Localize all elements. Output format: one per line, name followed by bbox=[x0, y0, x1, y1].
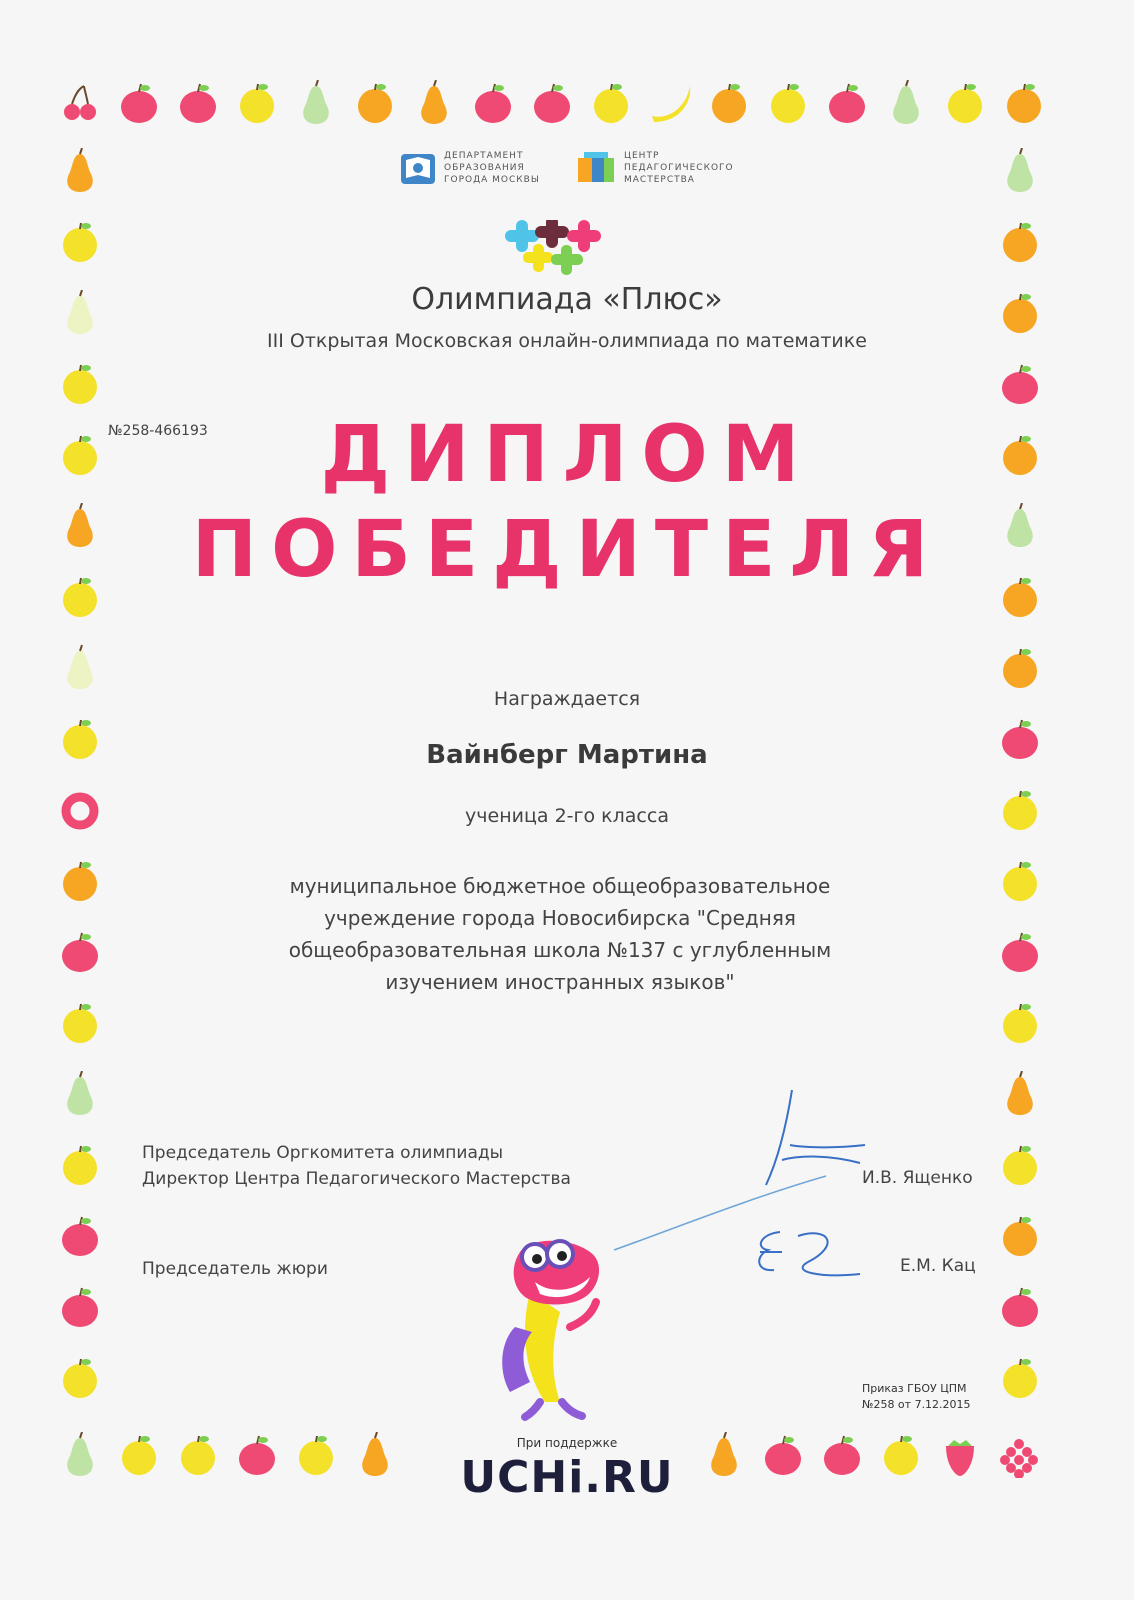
center-logo-line: ЦЕНТР bbox=[624, 151, 660, 161]
jury-signature bbox=[750, 1222, 880, 1292]
round-icon bbox=[58, 858, 102, 904]
apple-icon bbox=[58, 929, 102, 975]
pear-icon bbox=[58, 1071, 102, 1117]
plus-pink-icon bbox=[567, 220, 601, 252]
pear-icon bbox=[998, 1071, 1042, 1117]
uchi-ru-logo: UCHi.RU bbox=[460, 1452, 674, 1503]
olympiad-title: Олимпиада «Плюс» bbox=[411, 282, 723, 317]
apple-icon bbox=[998, 1284, 1042, 1330]
dept-emblem-icon bbox=[400, 150, 436, 186]
round-icon bbox=[58, 361, 102, 407]
pear-icon bbox=[412, 80, 456, 126]
round-icon bbox=[58, 1000, 102, 1046]
round-icon bbox=[998, 219, 1042, 265]
round-icon bbox=[58, 1142, 102, 1188]
partner-logos bbox=[0, 150, 1134, 186]
apple-icon bbox=[998, 361, 1042, 407]
dino-mascot bbox=[490, 1232, 620, 1422]
order-line: Приказ ГБОУ ЦПМ bbox=[862, 1382, 967, 1395]
order-line: №258 от 7.12.2015 bbox=[862, 1398, 971, 1411]
pear-icon bbox=[58, 645, 102, 691]
round-icon bbox=[766, 80, 810, 126]
school-line: учреждение города Новосибирска "Средняя bbox=[324, 906, 796, 930]
round-icon bbox=[1002, 80, 1046, 126]
dept-logo-line: ДЕПАРТАМЕНТ bbox=[444, 151, 524, 161]
chair-title-line: Председатель Оргкомитета олимпиады bbox=[142, 1143, 504, 1163]
round-icon bbox=[943, 80, 987, 126]
round-icon bbox=[589, 80, 633, 126]
chair-title-line: Директор Центра Педагогического Мастерства bbox=[142, 1169, 571, 1189]
round-icon bbox=[353, 80, 397, 126]
school-name bbox=[250, 870, 870, 998]
school-line: общеобразовательная школа №137 с углубленным bbox=[288, 938, 832, 962]
recipient-grade: ученица 2-го класса bbox=[465, 805, 669, 827]
apple-icon bbox=[58, 1213, 102, 1259]
jury-name: Е.М. Кац bbox=[900, 1256, 976, 1276]
apple-icon bbox=[530, 80, 574, 126]
banana-icon bbox=[648, 80, 692, 126]
round-icon bbox=[998, 1000, 1042, 1046]
order-reference bbox=[862, 1381, 971, 1413]
round-icon bbox=[235, 80, 279, 126]
round-icon bbox=[58, 1355, 102, 1401]
chair-name: И.В. Ященко bbox=[862, 1168, 973, 1188]
awarded-label: Награждается bbox=[493, 688, 641, 710]
round-icon bbox=[998, 1213, 1042, 1259]
round-icon bbox=[58, 219, 102, 265]
school-line: изучением иностранных языков" bbox=[385, 970, 735, 994]
dept-logo-line: ОБРАЗОВАНИЯ bbox=[444, 163, 525, 173]
jury-title: Председатель жюри bbox=[142, 1259, 328, 1279]
recipient-name: Вайнберг Мартина bbox=[426, 740, 708, 770]
apple-icon bbox=[58, 1284, 102, 1330]
support-label: При поддержке bbox=[516, 1436, 618, 1450]
apple-icon bbox=[825, 80, 869, 126]
round-icon bbox=[998, 1355, 1042, 1401]
dept-education-logo bbox=[400, 150, 554, 186]
diploma-title-line1: ДИПЛОМ bbox=[320, 410, 814, 500]
center-logo-line: ПЕДАГОГИЧЕСКОГО bbox=[624, 163, 734, 173]
olympiad-plus-logo bbox=[505, 220, 615, 280]
school-line: муниципальное бюджетное общеобразовательное bbox=[289, 874, 831, 898]
center-logo-line: МАСТЕРСТВА bbox=[624, 175, 695, 185]
round-icon bbox=[998, 1142, 1042, 1188]
dept-logo-line: ГОРОДА МОСКВЫ bbox=[444, 175, 540, 185]
round-icon bbox=[707, 80, 751, 126]
apple-icon bbox=[471, 80, 515, 126]
center-cube-icon bbox=[576, 150, 616, 186]
apple-icon bbox=[998, 929, 1042, 975]
apple-icon bbox=[117, 80, 161, 126]
apple-icon bbox=[176, 80, 220, 126]
pear-icon bbox=[294, 80, 338, 126]
round-icon bbox=[998, 858, 1042, 904]
plus-green-icon bbox=[551, 245, 583, 275]
pear-icon bbox=[884, 80, 928, 126]
round-icon bbox=[998, 645, 1042, 691]
olympiad-subtitle: III Открытая Московская онлайн-олимпиада по математике bbox=[267, 330, 867, 352]
cherry-icon bbox=[58, 80, 102, 126]
chair-title bbox=[142, 1140, 571, 1192]
diploma-title-line2: ПОБЕДИТЕЛЯ bbox=[191, 505, 943, 595]
diploma-number: №258-466193 bbox=[108, 423, 208, 439]
plus-brown-icon bbox=[535, 220, 569, 248]
center-pedagogical-logo bbox=[576, 150, 734, 186]
